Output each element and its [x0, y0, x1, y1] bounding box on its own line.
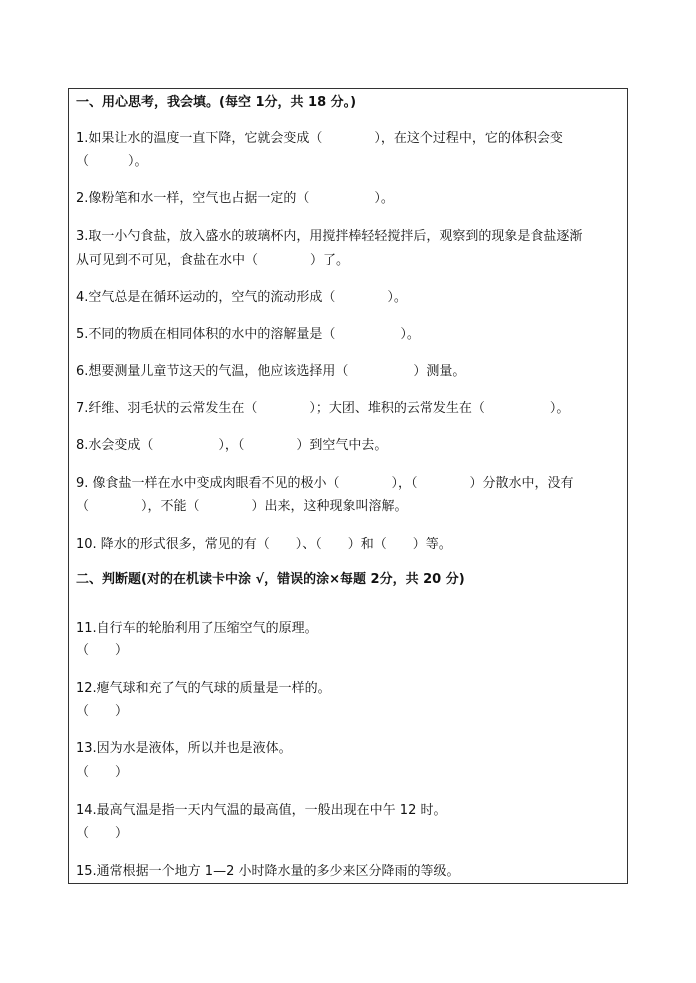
question-1-line-2: （ ）。	[76, 154, 148, 169]
question-12: 12.瘪气球和充了气的气球的质量是一样的。	[76, 681, 331, 696]
section1-heading: 一、用心思考，我会填。(每空 1分，共 18 分。)	[76, 95, 357, 110]
question-3-line-2: 从可见到不可见，食盐在水中（ ）了。	[76, 253, 350, 268]
question-9-line-2: （ ），不能（ ）出来，这种现象叫溶解。	[76, 499, 408, 514]
question-2: 2.像粉笔和水一样，空气也占据一定的（ ）。	[76, 191, 394, 206]
question-3-line-1: 3.取一小勺食盐，放入盛水的玻璃杯内，用搅拌棒轻轻搅拌后，观察到的现象是食盐逐渐	[76, 229, 583, 244]
section2-heading: 二、判断题(对的在机读卡中涂 √，错误的涂×每题 2分，共 20 分)	[76, 572, 465, 587]
question-6: 6.想要测量儿童节这天的气温，他应该选择用（ ）测量。	[76, 364, 466, 379]
question-11: 11.自行车的轮胎利用了压缩空气的原理。	[76, 621, 318, 636]
answer-blank: （ ）	[76, 765, 129, 780]
answer-blank: （ ）	[76, 826, 129, 841]
answer-blank: （ ）	[76, 704, 129, 719]
question-15: 15.通常根据一个地方 1—2 小时降水量的多少来区分降雨的等级。	[76, 864, 460, 879]
question-5: 5.不同的物质在相同体积的水中的溶解量是（ ）。	[76, 327, 420, 342]
question-9-line-1: 9. 像食盐一样在水中变成肉眼看不见的极小（ ），（ ）分散水中，没有	[76, 476, 574, 491]
question-1-line-1: 1.如果让水的温度一直下降，它就会变成（ ），在这个过程中，它的体积会变	[76, 131, 563, 146]
question-7: 7.纤维、羽毛状的云常发生在（ ）；大团、堆积的云常发生在（ ）。	[76, 401, 570, 416]
question-14: 14.最高气温是指一天内气温的最高值，一般出现在中午 12 时。	[76, 803, 447, 818]
question-8: 8.水会变成（ ），（ ）到空气中去。	[76, 438, 388, 453]
question-4: 4.空气总是在循环运动的，空气的流动形成（ ）。	[76, 290, 407, 305]
answer-blank: （ ）	[76, 643, 129, 658]
question-10: 10. 降水的形式很多，常见的有（ ）、（ ）和（ ）等。	[76, 537, 452, 552]
question-13: 13.因为水是液体，所以并也是液体。	[76, 741, 292, 756]
